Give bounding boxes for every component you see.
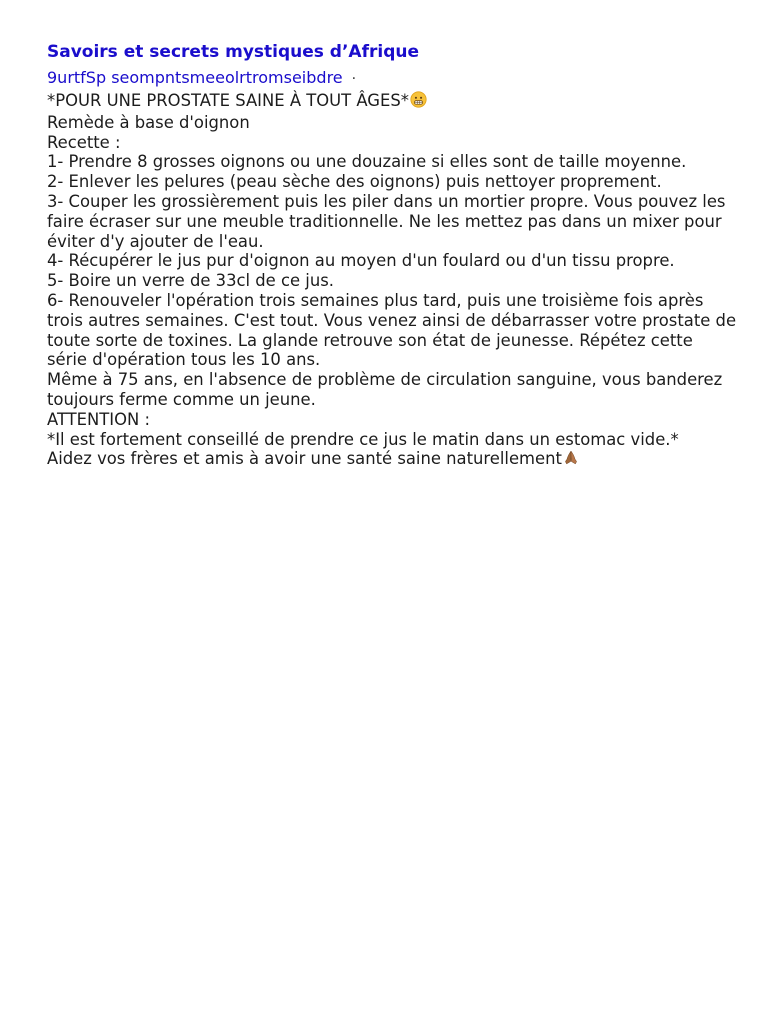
post-line: Recette : xyxy=(47,132,121,152)
post-body xyxy=(47,91,737,471)
post-line: ATTENTION : xyxy=(47,409,151,429)
author-link[interactable]: 9urtfSp seompntsmeeolrtromseibdre xyxy=(47,68,343,87)
post-line: 1- Prendre 8 grosses oignons ou une douzaine si elles sont de taille moyenne. xyxy=(47,152,687,172)
post-meta xyxy=(47,66,737,91)
post-line: Remède à base d'oignon xyxy=(47,112,250,132)
post-line-title xyxy=(47,91,737,113)
post-line: 3- Couper les grossièrement puis les piler dans un mortier propre. Vous pouvez les faire écraser sur une meuble traditionnelle. Ne les mettez pas dans un mixer pour éviter d'y ajouter de l'eau. xyxy=(47,191,726,251)
post-line: 2- Enlever les pelures (peau sèche des oignons) puis nettoyer proprement. xyxy=(47,172,662,192)
meta-separator: · xyxy=(351,71,357,87)
post-line: Même à 75 ans, en l'absence de problème de circulation sanguine, vous banderez toujours ferme comme un jeune. xyxy=(47,370,723,409)
post-line-title-text: *POUR UNE PROSTATE SAINE À TOUT ÂGES* xyxy=(47,91,409,110)
post-line-closing-text: Aidez vos frères et amis à avoir une santé saine naturellement xyxy=(47,449,562,469)
post-line: 5- Boire un verre de 33cl de ce jus. xyxy=(47,271,334,291)
group-name-link[interactable]: Savoirs et secrets mystiques d’Afrique xyxy=(47,42,419,62)
post-line-closing xyxy=(47,449,737,471)
grimacing-face-icon xyxy=(410,91,427,113)
folded-hands-icon xyxy=(563,449,579,471)
post xyxy=(47,40,737,471)
post-line: 6- Renouveler l'opération trois semaines plus tard, puis une troisième fois après trois autres semaines. C'est tout. Vous venez ainsi de débarrasser votre prostate de toute sorte de toxines. La glande retrouve son état de jeunesse. Répétez cette série d'opération tous les 10 ans. xyxy=(47,290,737,370)
post-line: *Il est fortement conseillé de prendre ce jus le matin dans un estomac vide.* xyxy=(47,429,679,449)
post-line: 4- Récupérer le jus pur d'oignon au moyen d'un foulard ou d'un tissu propre. xyxy=(47,251,675,271)
